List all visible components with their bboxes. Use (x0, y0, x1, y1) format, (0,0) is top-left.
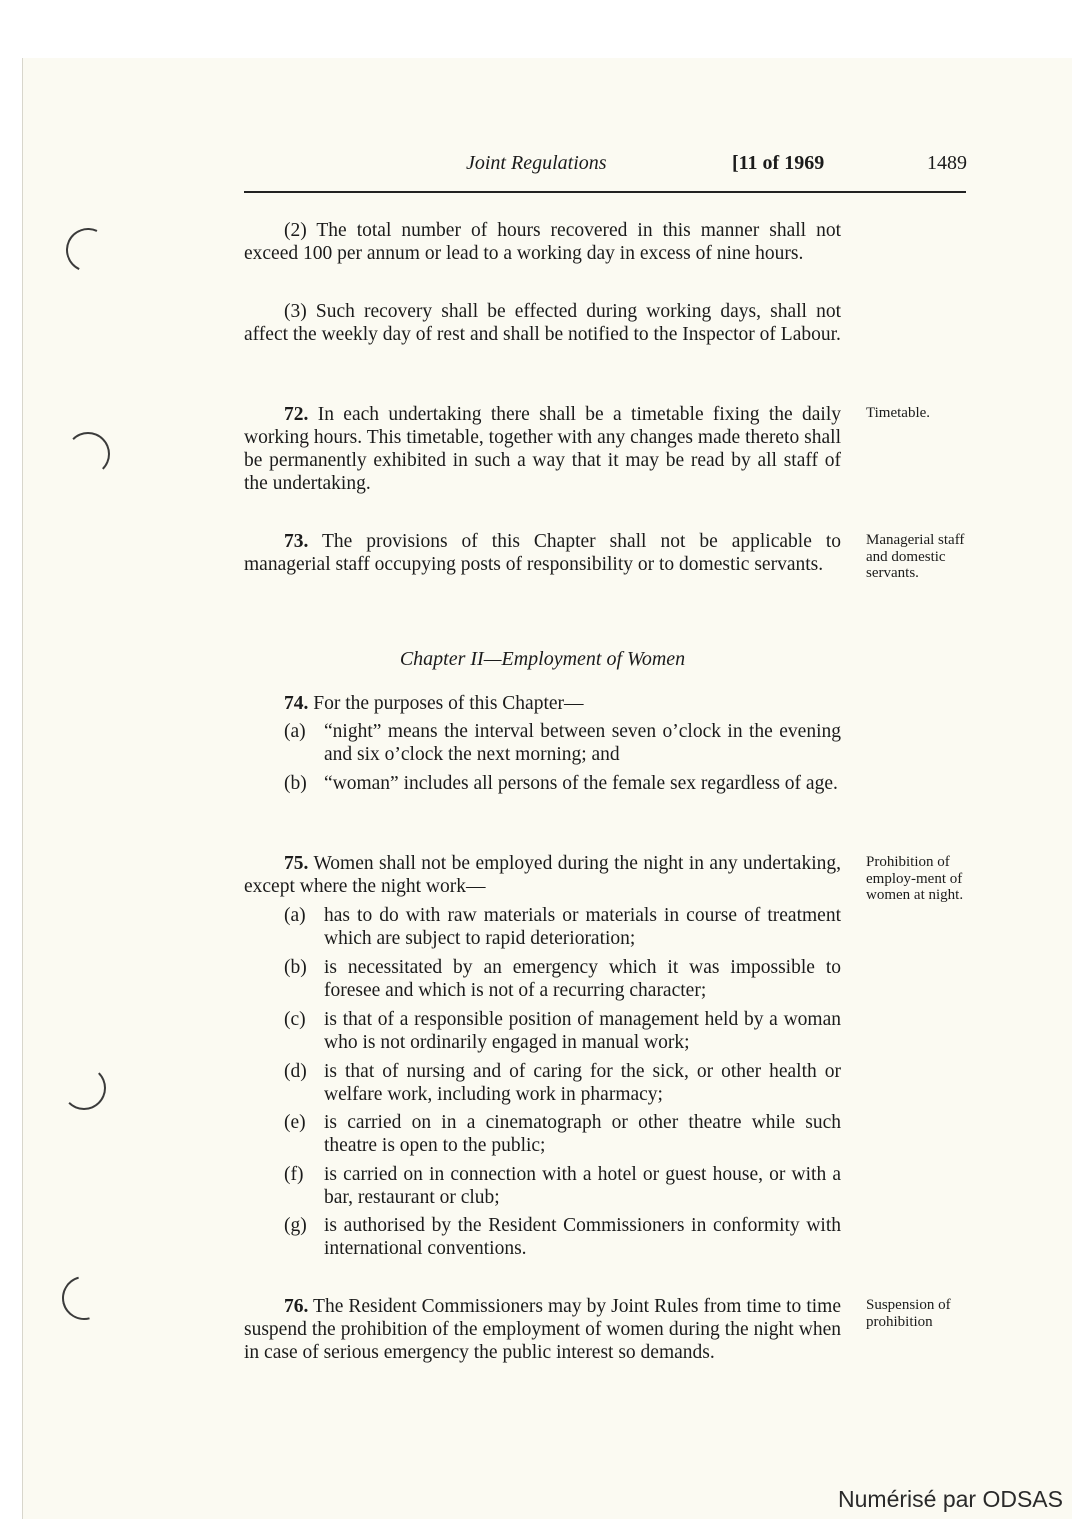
section-number: 75. (284, 853, 309, 874)
list-item: (e) is carried on in a cinematograph or other theatre while such theatre is open to the public; (284, 1112, 841, 1156)
section-74: 74. For the purposes of this Chapter— (284, 693, 584, 714)
list-item: (c) is that of a responsible position of management held by a woman who is not ordinarily engaged in manual work; (284, 1009, 841, 1053)
list-item: (a) has to do with raw materials or materials in course of treatment which are subject to rapid deterioration; (284, 905, 841, 949)
section-number: 72. (284, 404, 309, 425)
list-item: (g) is authorised by the Resident Commissioners in conformity with international conventions. (284, 1215, 841, 1259)
punch-hole-2 (66, 432, 110, 476)
subsection-2: (2) The total number of hours recovered in this manner shall not exceed 100 per annum or lead to a working day in excess of nine hours. (244, 220, 841, 264)
running-header-act: [11 of 1969 (732, 152, 825, 174)
page-number: 1489 (927, 152, 967, 174)
list-item: (b) is necessitated by an emergency which it was impossible to foresee and which is not of a recurring character; (284, 957, 841, 1001)
list-item: (f) is carried on in connection with a hotel or guest house, or with a bar, restaurant or club; (284, 1164, 841, 1208)
subsection-3: (3) Such recovery shall be effected during working days, shall not affect the weekly day of rest and shall be notified to the Inspector of Labour. (244, 301, 841, 345)
punch-hole-3 (62, 1066, 106, 1110)
section-number: 74. (284, 693, 309, 714)
scan-credit: Numérisé par ODSAS (838, 1486, 1063, 1512)
section-75: 75. Women shall not be employed during the night in any undertaking, except where the night work— (244, 853, 841, 897)
margin-note-suspension: Suspension of prohibition (866, 1297, 951, 1330)
page-edge (22, 58, 23, 1519)
running-header-title: Joint Regulations (466, 152, 607, 174)
margin-note-timetable: Timetable. (866, 405, 931, 421)
section-72: 72. In each undertaking there shall be a timetable fixing the daily working hours. This timetable, together with any changes made thereto shall be permanently exhibited in such a way that it may be read by all staff of the undertaking. (244, 404, 842, 494)
section-number: 73. (284, 531, 309, 552)
margin-note-prohibition: Prohibition of employ-ment of women at night. (866, 854, 964, 903)
section-number: 76. (284, 1296, 309, 1317)
list-item: (a) “night” means the interval between seven o’clock in the evening and six o’clock the next morning; and (284, 721, 841, 765)
list-item: (d) is that of nursing and of caring for the sick, or other health or welfare work, including work in pharmacy; (284, 1061, 841, 1105)
header-rule (244, 191, 966, 193)
chapter-heading: Chapter II—Employment of Women (399, 648, 686, 670)
section-76: 76. The Resident Commissioners may by Joint Rules from time to time suspend the prohibition of the employment of women during the night when in case of serious emergency the public interest so demands. (244, 1296, 841, 1363)
section-73: 73. The provisions of this Chapter shall not be applicable to managerial staff occupying posts of responsibility or to domestic servants. (244, 531, 841, 575)
margin-note-managerial: Managerial staff and domestic servants. (866, 532, 965, 581)
list-item: (b) “woman” includes all persons of the female sex regardless of age. (284, 773, 838, 794)
